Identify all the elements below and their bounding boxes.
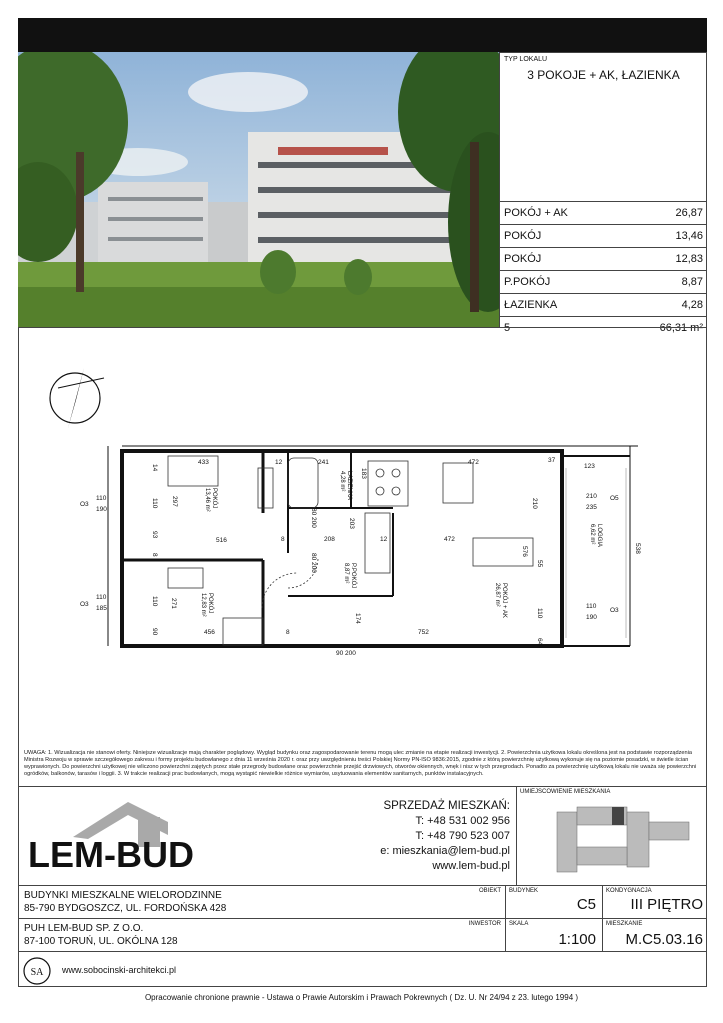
dimension: 297 (171, 496, 178, 507)
investor-line-2: 87-100 TORUŃ, UL. OKÓLNA 128 (24, 936, 178, 947)
dimension: 80 200 (310, 553, 317, 573)
room-area-label: 6,62 m² (589, 524, 595, 545)
dimension: 90 (151, 628, 158, 636)
room-area-label: 13,46 m² (204, 488, 210, 512)
dimension: 8 (286, 629, 290, 636)
dimension: 241 (318, 459, 329, 466)
phone-2[interactable]: T: +48 790 523 007 (415, 830, 510, 842)
investor-address (24, 922, 178, 948)
company-logo (18, 787, 338, 885)
window-mark: O3 (80, 501, 89, 508)
room-name: POKÓJ (504, 230, 542, 242)
window-height: 235 (586, 504, 597, 511)
dimension: 55 (536, 560, 543, 568)
dimension: 110 (151, 498, 158, 509)
dimension: 8 (281, 536, 285, 543)
floor-plan (18, 327, 707, 748)
room-count: 5 (504, 322, 511, 334)
window-width: 110 (96, 594, 107, 601)
investor-label: INWESTOR (468, 921, 501, 927)
dimension: 12 (380, 536, 388, 543)
dimension: 210 (531, 498, 538, 509)
room-area: 13,46 (675, 230, 703, 242)
floor-label: KONDYGNACJA (606, 888, 652, 894)
type-value: 3 POKOJE + AK, ŁAZIENKA (527, 68, 680, 82)
scale-value: 1:100 (558, 931, 596, 948)
window-width: 110 (586, 603, 597, 610)
sales-contact (338, 787, 516, 885)
room-area: 8,87 (681, 276, 703, 288)
investor-row (18, 918, 707, 952)
phone-1[interactable]: T: +48 531 002 956 (415, 815, 510, 827)
architect-website[interactable]: www.sobocinski-architekci.pl (62, 965, 177, 975)
floor-value: III PIĘTRO (630, 896, 703, 913)
dimension: 183 (360, 468, 367, 479)
object-line-1: BUDYNKI MIESZKALNE WIELORODZINNE (24, 890, 222, 901)
dimension: 80 200 (310, 508, 317, 528)
dimension: 538 (634, 543, 641, 554)
floor-plan-drawing (18, 328, 707, 748)
dimension: 14 (151, 464, 158, 472)
copyright-note: Opracowanie chronione prawnie - Ustawa o Prawie Autorskim i Prawach Pokrewnych ( Dz. U. Nr 24/94 z 23. lutego 1994 ) (144, 993, 579, 1002)
room-row (500, 201, 707, 224)
window-height: 185 (96, 605, 107, 612)
room-label: POKÓJ (211, 488, 217, 509)
room-row (500, 293, 707, 316)
dimension: 64 (536, 638, 543, 646)
dimension: 12 (275, 459, 283, 466)
building-value: C5 (576, 896, 596, 913)
room-name: ŁAZIENKA (504, 299, 558, 311)
room-name: POKÓJ (504, 253, 542, 265)
investor-line-1: PUH LEM-BUD SP. Z O.O. (24, 923, 144, 934)
room-name: P.POKÓJ (504, 276, 551, 288)
dimension: 90 200 (336, 650, 356, 657)
architect-logo-icon (22, 956, 52, 986)
website-link[interactable]: www.lem-bud.pl (432, 860, 510, 872)
building-label: BUDYNEK (509, 888, 539, 894)
object-row (18, 885, 707, 919)
site-plan-thumbnail (517, 787, 708, 885)
dimension: 203 (348, 518, 355, 529)
scale-cell (505, 919, 602, 952)
building-cell (505, 886, 602, 919)
room-label: LOGGIA (596, 524, 602, 548)
dimension: 472 (468, 459, 479, 466)
object-label: OBIEKT (478, 888, 501, 894)
room-label: POKÓJ (207, 593, 213, 614)
apartment-info-panel (499, 52, 707, 334)
window-width: 210 (586, 493, 597, 500)
window-mark: O5 (610, 495, 619, 502)
title-block (18, 786, 707, 988)
window-height: 190 (586, 614, 597, 621)
room-list (500, 201, 707, 339)
window-mark: O3 (610, 607, 619, 614)
dimension: 174 (354, 613, 361, 624)
room-area: 12,83 (675, 253, 703, 265)
room-area-label: 12,83 m² (200, 593, 206, 617)
room-label: ŁAZIENKA (346, 471, 352, 501)
room-label: P.POKÓJ (350, 563, 356, 589)
visualization-image (18, 52, 499, 327)
dimension: 110 (536, 608, 543, 619)
window-mark: O3 (80, 601, 89, 608)
location-box (516, 787, 707, 885)
lem-bud-logo (18, 787, 318, 885)
dimension: 456 (204, 629, 215, 636)
room-area-label: 4,28 m² (339, 471, 345, 492)
building-visualization (18, 52, 499, 327)
room-row (500, 247, 707, 270)
object-line-2: 85-790 BYDGOSZCZ, UL. FORDOŃSKA 428 (24, 903, 227, 914)
dimension: 752 (418, 629, 429, 636)
room-name: POKÓJ + AK (504, 207, 568, 219)
apartment-value: M.C5.03.16 (625, 931, 703, 948)
top-bar (18, 18, 707, 52)
dimension: 433 (198, 459, 209, 466)
dimension: 123 (584, 463, 595, 470)
sales-title: SPRZEDAŻ MIESZKAŃ: (383, 800, 510, 812)
architect-row (18, 951, 707, 989)
north-arrow-icon (50, 368, 104, 428)
apartment-label: MIESZKANIE (606, 921, 643, 927)
investor-cell (18, 919, 505, 952)
window-height: 190 (96, 506, 107, 513)
room-area-label: 8,87 m² (343, 563, 349, 584)
floor-cell (602, 886, 707, 919)
room-area: 4,28 (681, 299, 703, 311)
dimension: 576 (521, 546, 528, 557)
location-label: UMIEJSCOWIENIE MIESZKANIA (520, 789, 611, 795)
dimension: 208 (324, 536, 335, 543)
email-link[interactable]: e: mieszkania@lem-bud.pl (380, 845, 510, 857)
room-row (500, 270, 707, 293)
room-label: POKÓJ + AK (501, 583, 507, 618)
logo-text: LEM-BUD (28, 834, 194, 875)
architect-mark: SA (30, 967, 44, 978)
dimension: 516 (216, 537, 227, 544)
room-area-label: 26,87 m² (494, 583, 500, 607)
dimension: 8 (151, 553, 158, 557)
room-area: 26,87 (675, 207, 703, 219)
type-label: TYP LOKALU (504, 56, 548, 63)
window-width: 110 (96, 495, 107, 502)
apartment-cell (602, 919, 707, 952)
scale-label: SKALA (509, 921, 529, 927)
disclaimer-text: UWAGA: 1. Wizualizacja nie stanowi oferty. Niniejsze wizualizacje mają charakter poglądowy. Wygląd budynku oraz zagospodarowanie terenu mogą ulec zmianie na etapie realizacji inwestycji. 2. Powierzchnia użytkowa lokalu określona jest na podstawie rozporządzenia Ministra Rozwoju w sprawie szczegółowego zakresu i formy projektu budowlanego z dnia 11 września 2020 r. oraz przy uwzględnieniu treści Polskiej Normy PN-ISO 9836:2015, zgodnie z którą powierzchnię użytkową wykonuje się na poziomie posadzki, w świetle ścian wyprawionych. Do powierzchni użytkowej nie wliczono powierzchni zajętych przez stałe przegrody budowlane oraz powierzchnie przejść drzwiowych, otworów okiennych, wnęk i nisz w tych przegrodach. Ponadto za powierzchnię użytkową lokalu nie uważa się powierzchni ogródków, balkonów, tarasów i loggii. 3. W trakcie realizacji prac budowlanych, mogą wystąpić niewielkie różnice wymiarów, usytuowania elementów sanitarnych, punktów instalacyjnych. (24, 750, 697, 777)
object-address (24, 889, 226, 915)
total-area: 66,31 m² (659, 322, 703, 334)
dimension: 472 (444, 536, 455, 543)
object-cell (18, 886, 505, 919)
room-row (500, 224, 707, 247)
dimension: 37 (548, 457, 556, 464)
dimension: 93 (151, 531, 158, 539)
dimension: 110 (151, 596, 158, 607)
dimension: 271 (170, 598, 177, 609)
